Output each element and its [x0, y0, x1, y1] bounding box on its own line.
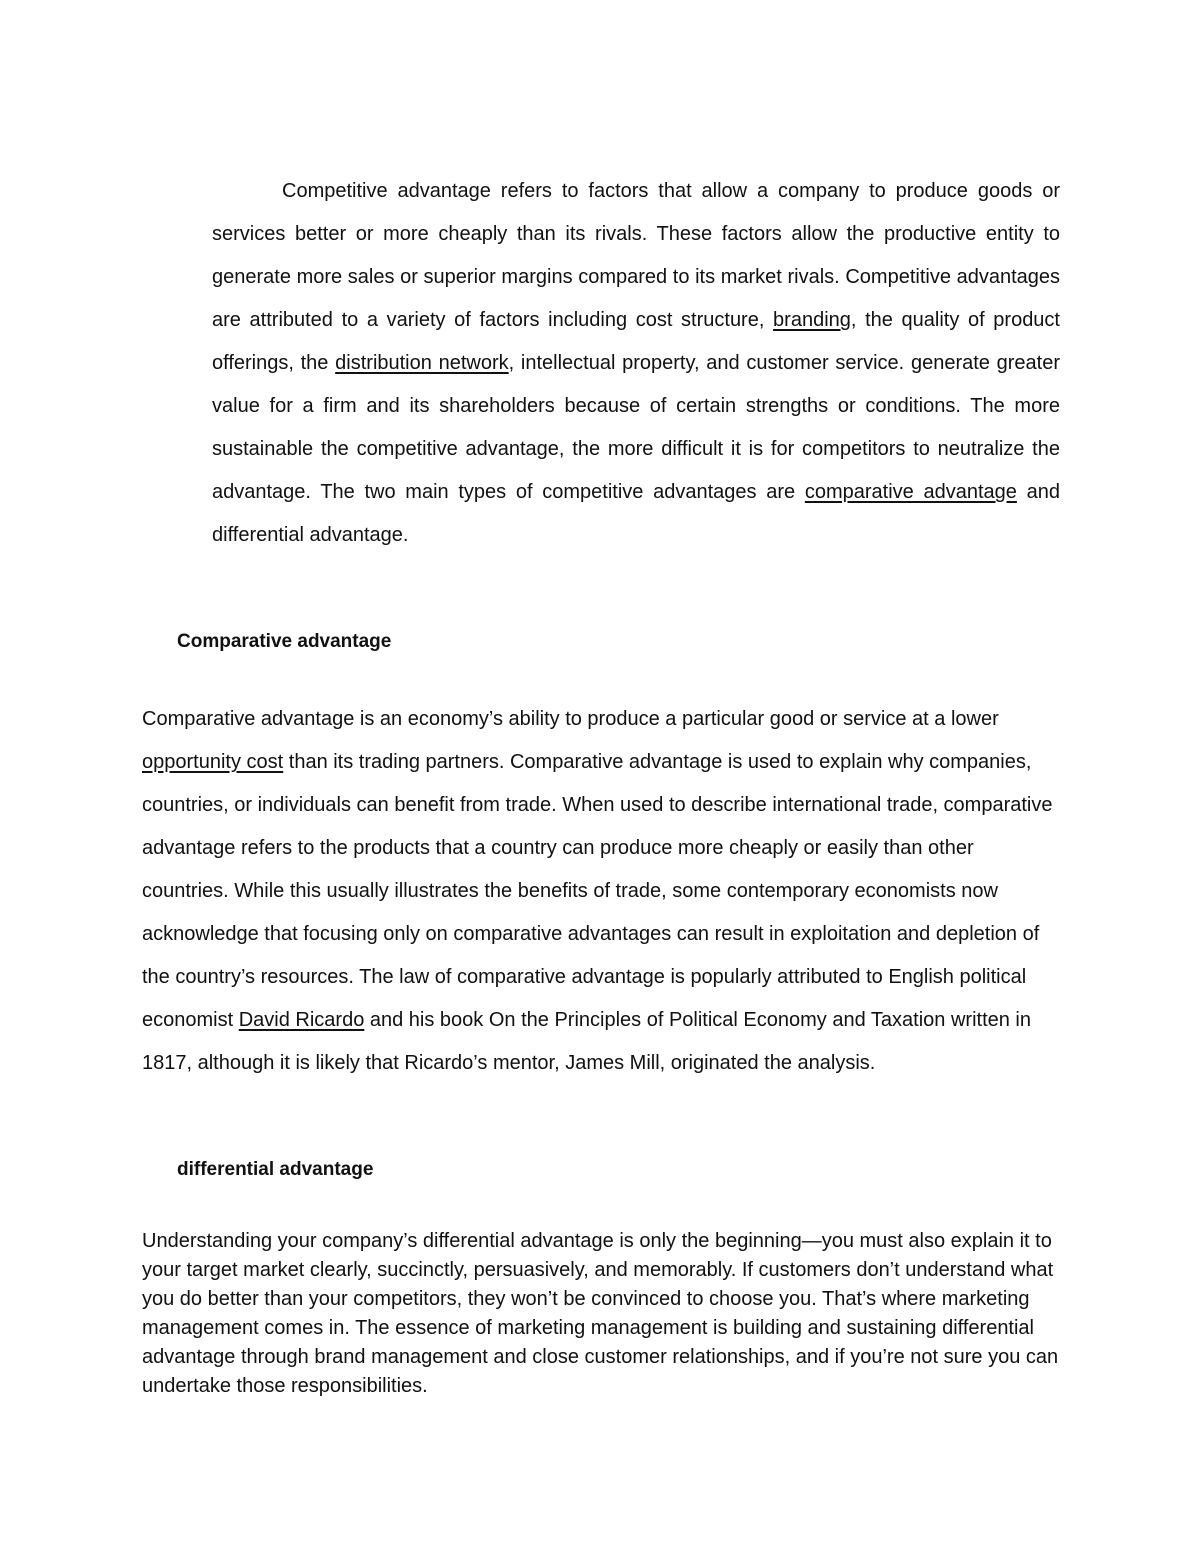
- opportunity-cost-link[interactable]: opportunity cost: [142, 751, 284, 773]
- intro-text-3: , intellectual property, and customer service. generate greater value for a firm and its shareholders because of certain strengths or conditions. The more sustainable the competitive advantage, the more difficult it is for competitors to neutralize the advantage. The two main types of competitive advantages are: [212, 352, 1060, 503]
- comparative-text-3: and his book On the Principles of Political Economy and Taxation written in 1817, although it is likely that Ricardo’s mentor, James Mill, originated the analysis.: [142, 1009, 1031, 1074]
- comparative-text-1: Comparative advantage is an economy’s ability to produce a particular good or service at a lower: [142, 708, 999, 730]
- intro-text-4: and differential advantage.: [212, 481, 1060, 546]
- comparative-text-2: than its trading partners. Comparative advantage is used to explain why companies, countries, or individuals can benefit from trade. When used to describe international trade, comparative advantage refers to the products that a country can produce more cheaply or easily than other countries. While this usually illustrates the benefits of trade, some contemporary economists now acknowledge that focusing only on comparative advantages can result in exploitation and depletion of the country’s resources. The law of comparative advantage is popularly attributed to English political economist: [142, 751, 1053, 1031]
- intro-paragraph: [212, 170, 1060, 557]
- david-ricardo-link[interactable]: David Ricardo: [238, 1009, 365, 1031]
- intro-text-1: Competitive advantage refers to factors that allow a company to produce goods or services better or more cheaply than its rivals. These factors allow the productive entity to generate more sales or superior margins compared to its market rivals. Competitive advantages are attributed to a variety of factors including cost structure,: [212, 180, 1060, 331]
- comparative-advantage-heading: Comparative advantage: [177, 631, 392, 652]
- comparative-advantage-paragraph: [142, 698, 1062, 1085]
- differential-advantage-heading: differential advantage: [177, 1159, 374, 1180]
- comparative-advantage-link[interactable]: comparative advantage: [804, 481, 1017, 503]
- intro-text-2: , the quality of product offerings, the: [212, 309, 1060, 374]
- differential-advantage-paragraph: Understanding your company’s differential advantage is only the beginning—you must also explain it to your target market clearly, succinctly, persuasively, and memorably. If customers don’t understand what you do better than your competitors, they won’t be convinced to choose you. That’s where marketing management comes in. The essence of marketing management is building and sustaining differential advantage through brand management and close customer relationships, and if you’re not sure you can undertake those responsibilities.: [142, 1230, 1059, 1397]
- distribution-network-link[interactable]: distribution network: [335, 352, 509, 374]
- branding-link[interactable]: branding: [773, 309, 851, 331]
